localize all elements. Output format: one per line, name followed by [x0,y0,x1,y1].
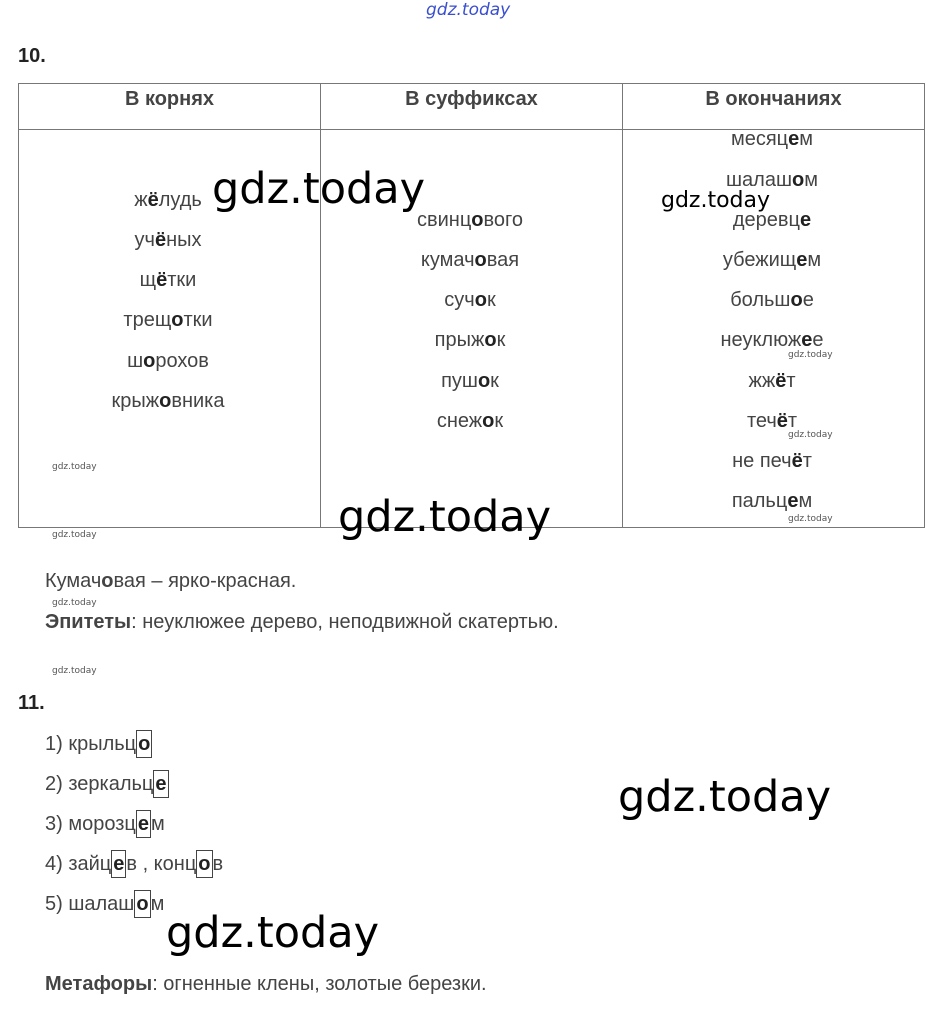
ending-word: течёт [746,410,798,432]
watermark: gdz.today [661,188,771,213]
header-suffixes: В суффиксах [321,84,623,130]
root-word: жёлудь [134,189,202,211]
suffix-word: прыжок [434,329,506,351]
watermark-small: gdz.today [788,430,833,440]
ending-word: месяцем [730,128,814,150]
kumachovaya-note: Кумачовая – ярко-красная. [45,570,297,592]
root-word: крыжовника [111,390,225,412]
exercise-11-number: 11. [18,692,45,714]
watermark-small: gdz.today [52,530,97,540]
ending-word: большое [730,289,814,311]
header-roots: В корнях [19,84,321,130]
watermark: gdz.today [618,772,832,822]
answer-item: 3) морозц е м [45,810,165,838]
answer-item: 5) шалаш о м [45,890,164,918]
root-word: щётки [139,269,197,291]
answer-item: 4) зайц е в , конц о в [45,850,223,878]
answer-item: 2) зеркальц е [45,770,169,798]
root-word: шорохов [127,350,209,372]
watermark-small: gdz.today [52,598,97,608]
ending-word: жжёт [748,370,796,392]
watermark-top: gdz.today [426,0,511,20]
ending-word: не печёт [732,450,812,472]
ending-word: неуклюжее [720,329,824,351]
watermark-small: gdz.today [788,350,833,360]
ending-word: пальцем [731,490,813,512]
ending-word: шалашом [726,169,818,191]
ending-word: убежищем [722,249,822,271]
suffix-word: сучок [444,289,496,311]
epithets-line: Эпитеты: неуклюжее дерево, неподвижной скатертью. [45,611,559,633]
header-endings: В окончаниях [623,84,925,130]
root-word: учёных [134,229,202,251]
watermark-small: gdz.today [52,666,97,676]
suffix-word: пушок [441,370,499,392]
ending-word: деревце [732,209,812,231]
metaphors-line: Метафоры: огненные клены, золотые березки. [45,973,487,995]
watermark-small: gdz.today [52,462,97,472]
exercise-10-number: 10. [18,45,46,67]
watermark: gdz.today [212,164,426,214]
watermark-small: gdz.today [788,514,833,524]
suffix-word: снежок [436,410,504,432]
suffix-word: свинцового [416,209,524,231]
suffix-word: кумачовая [420,249,520,271]
watermark: gdz.today [166,908,380,958]
root-word: трещотки [123,309,213,331]
watermark: gdz.today [338,492,552,542]
answer-item: 1) крыльц о [45,730,152,758]
